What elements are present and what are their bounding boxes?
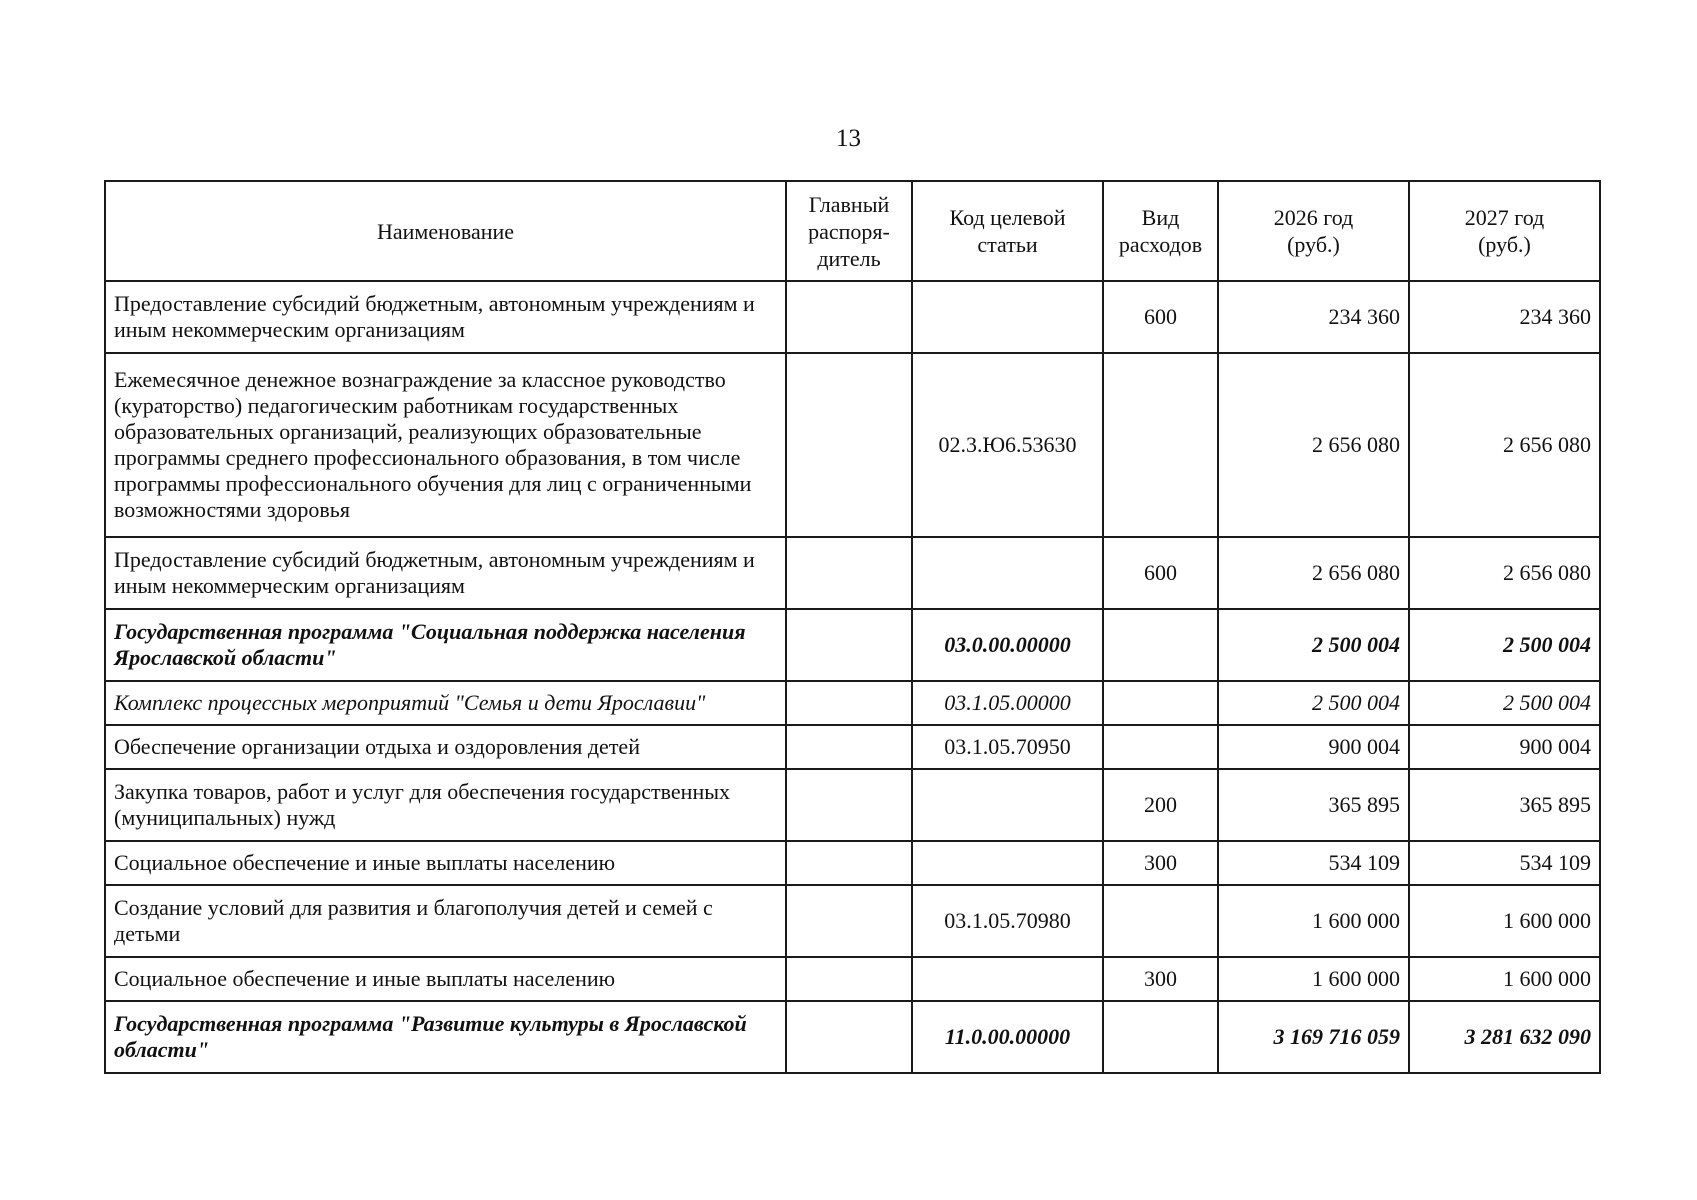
table-row	[105, 1001, 1600, 1073]
table-row	[105, 769, 1600, 841]
cell-code	[912, 537, 1103, 609]
cell-name: Закупка товаров, работ и услуг для обеспечения государственных (муниципальных) нужд	[105, 769, 786, 841]
cell-amount-2027: 1 600 000	[1409, 885, 1600, 957]
cell-name: Предоставление субсидий бюджетным, автономным учреждениям и иным некоммерческим организациям	[105, 537, 786, 609]
cell-code	[912, 841, 1103, 885]
cell-manager	[786, 537, 912, 609]
table-body	[105, 281, 1600, 1073]
cell-expense-type	[1103, 609, 1218, 681]
cell-amount-2027: 365 895	[1409, 769, 1600, 841]
cell-name: Предоставление субсидий бюджетным, автономным учреждениям и иным некоммерческим организациям	[105, 281, 786, 353]
cell-name: Комплекс процессных мероприятий "Семья и дети Ярославии"	[105, 681, 786, 725]
table-row	[105, 609, 1600, 681]
cell-amount-2027: 3 281 632 090	[1409, 1001, 1600, 1073]
cell-amount-2026: 1 600 000	[1218, 957, 1409, 1001]
cell-manager	[786, 957, 912, 1001]
cell-code: 11.0.00.00000	[912, 1001, 1103, 1073]
cell-amount-2027: 2 500 004	[1409, 681, 1600, 725]
cell-code: 02.3.Ю6.53630	[912, 353, 1103, 537]
header-year-2026: 2026 год (руб.)	[1218, 181, 1409, 281]
cell-expense-type	[1103, 1001, 1218, 1073]
cell-amount-2026: 1 600 000	[1218, 885, 1409, 957]
cell-manager	[786, 769, 912, 841]
table-row	[105, 885, 1600, 957]
cell-amount-2027: 234 360	[1409, 281, 1600, 353]
table-row	[105, 725, 1600, 769]
cell-name: Государственная программа "Развитие культуры в Ярославской области"	[105, 1001, 786, 1073]
header-year-2027: 2027 год (руб.)	[1409, 181, 1600, 281]
cell-manager	[786, 681, 912, 725]
table-row	[105, 957, 1600, 1001]
table-row	[105, 353, 1600, 537]
table-row	[105, 681, 1600, 725]
cell-expense-type: 300	[1103, 957, 1218, 1001]
cell-amount-2027: 2 656 080	[1409, 353, 1600, 537]
cell-code: 03.0.00.00000	[912, 609, 1103, 681]
cell-expense-type: 200	[1103, 769, 1218, 841]
cell-code	[912, 957, 1103, 1001]
table-header-row	[105, 181, 1600, 281]
cell-expense-type: 300	[1103, 841, 1218, 885]
table-row	[105, 537, 1600, 609]
cell-amount-2026: 2 656 080	[1218, 537, 1409, 609]
cell-name: Ежемесячное денежное вознаграждение за классное руководство (кураторство) педагогическим работникам государственных образовательных организаций, реализующих образовательные программы среднего профессионального образования, в том числе программы профессионального обучения для лиц с ограниченными возможностями здоровья	[105, 353, 786, 537]
cell-manager	[786, 353, 912, 537]
cell-amount-2026: 2 500 004	[1218, 609, 1409, 681]
cell-amount-2027: 1 600 000	[1409, 957, 1600, 1001]
cell-name: Создание условий для развития и благополучия детей и семей с детьми	[105, 885, 786, 957]
cell-code	[912, 769, 1103, 841]
cell-manager	[786, 609, 912, 681]
cell-code: 03.1.05.00000	[912, 681, 1103, 725]
header-manager: Главный распоря- дитель	[786, 181, 912, 281]
cell-code: 03.1.05.70980	[912, 885, 1103, 957]
header-name: Наименование	[105, 181, 786, 281]
cell-amount-2026: 2 500 004	[1218, 681, 1409, 725]
cell-manager	[786, 281, 912, 353]
cell-name: Государственная программа "Социальная поддержка населения Ярославской области"	[105, 609, 786, 681]
cell-expense-type	[1103, 681, 1218, 725]
cell-amount-2027: 2 500 004	[1409, 609, 1600, 681]
cell-manager	[786, 885, 912, 957]
cell-amount-2027: 534 109	[1409, 841, 1600, 885]
budget-table	[104, 180, 1601, 1074]
cell-amount-2026: 900 004	[1218, 725, 1409, 769]
cell-manager	[786, 841, 912, 885]
cell-amount-2027: 900 004	[1409, 725, 1600, 769]
header-code: Код целевой статьи	[912, 181, 1103, 281]
cell-amount-2026: 234 360	[1218, 281, 1409, 353]
cell-expense-type: 600	[1103, 281, 1218, 353]
cell-name: Социальное обеспечение и иные выплаты населению	[105, 957, 786, 1001]
cell-name: Социальное обеспечение и иные выплаты населению	[105, 841, 786, 885]
cell-amount-2026: 3 169 716 059	[1218, 1001, 1409, 1073]
header-expense-type: Вид расходов	[1103, 181, 1218, 281]
cell-amount-2026: 534 109	[1218, 841, 1409, 885]
cell-manager	[786, 725, 912, 769]
cell-amount-2026: 365 895	[1218, 769, 1409, 841]
cell-code: 03.1.05.70950	[912, 725, 1103, 769]
cell-code	[912, 281, 1103, 353]
cell-amount-2027: 2 656 080	[1409, 537, 1600, 609]
cell-expense-type: 600	[1103, 537, 1218, 609]
table-row	[105, 281, 1600, 353]
cell-manager	[786, 1001, 912, 1073]
cell-expense-type	[1103, 725, 1218, 769]
cell-expense-type	[1103, 885, 1218, 957]
cell-name: Обеспечение организации отдыха и оздоровления детей	[105, 725, 786, 769]
cell-amount-2026: 2 656 080	[1218, 353, 1409, 537]
page-number: 13	[836, 125, 861, 152]
table-row	[105, 841, 1600, 885]
cell-expense-type	[1103, 353, 1218, 537]
